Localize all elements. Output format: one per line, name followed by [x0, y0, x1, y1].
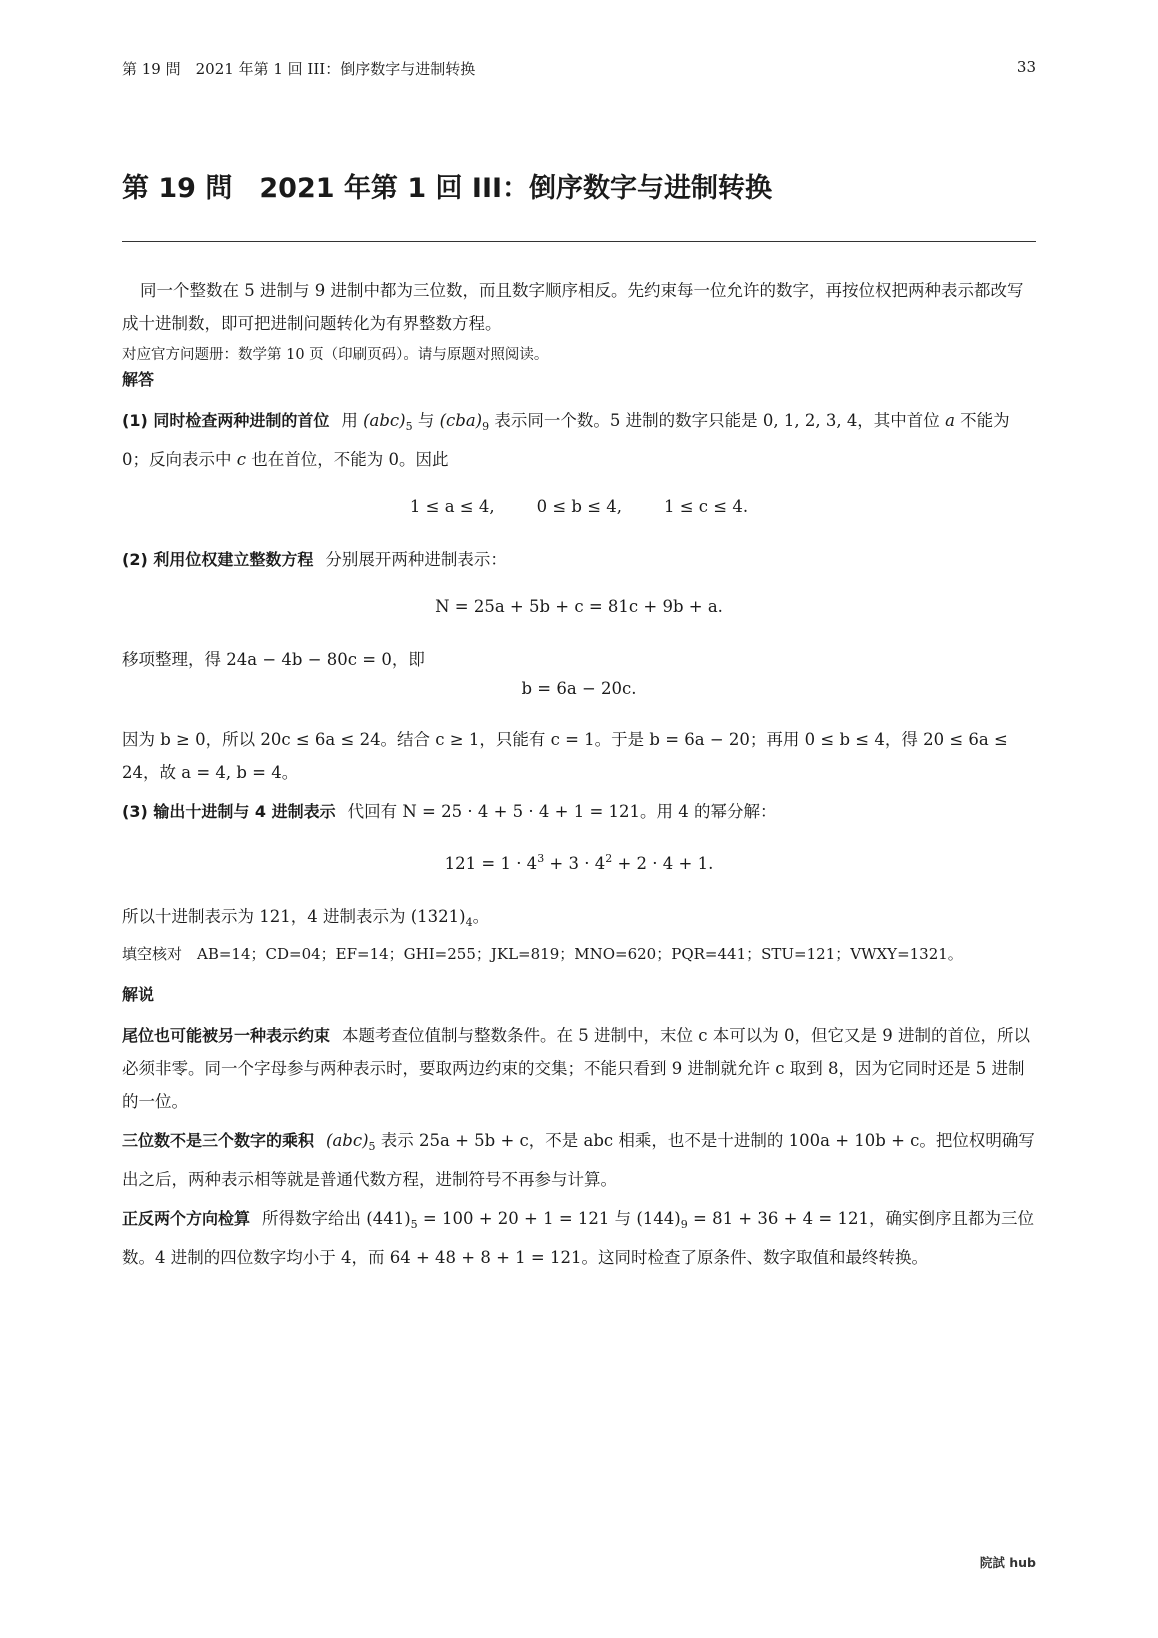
explanation-item-1: 尾位也可能被另一种表示约束 本题考查位值制与整数条件。在 5 进制中，末位 c 本可以为 0，但它又是 9 进制的首位，所以必须非零。同一个字母参与两种表示时，要取两边约束的交集；不能只看到 9 进制就允许 c 取到 8，因为它同时还是 5 进制的一位。 — [122, 1026, 1030, 1111]
intro-paragraph: 同一个整数在 5 进制与 9 进制中都为三位数，而且数字顺序相反。先约束每一位允许的数字，再按位权把两种表示都改写成十进制数，即可把进制问题转化为有界整数方程。 — [122, 281, 1024, 333]
explanation-item-2: 三位数不是三个数字的乘积 $(abc)_5$ 表示 25a + 5b + c，不是 abc 相乘，也不是十进制的 100a + 10b + c。把位权明确写出之后，两种表示相等就是普通代数方程，进制符号不再参与计算。 — [122, 1131, 1035, 1189]
step2-display-equation-1: N = 25a + 5b + c = 81c + 9b + a. — [435, 597, 723, 616]
chapter-title: 第 19 問 2021 年第 1 回 III：倒序数字与进制转换 — [122, 173, 773, 204]
step2-display-equation-2: b = 6a − 20c. — [521, 679, 637, 698]
explanation-item-2-label: 三位数不是三个数字的乘积 — [122, 1131, 315, 1150]
step1-display-equation: 1 ≤ a ≤ 4, 0 ≤ b ≤ 4, 1 ≤ c ≤ 4. — [409, 497, 749, 516]
page-number: 33 — [1016, 58, 1036, 76]
title-rule — [122, 241, 1036, 242]
step2-conclusion: 因为 b ≥ 0，所以 20c ≤ 6a ≤ 24。结合 c ≥ 1，只能有 c = 1。于是 b = 6a − 20；再用 0 ≤ b ≤ 4，得 20 ≤ 6a ≤ 24，故 a = 4, b = 4。 — [122, 730, 1008, 782]
step3-display-equation: $121 = 1 \cdot 4^3 + 3 \cdot 4^2 + 2 \cdot 4 + 1$. — [444, 852, 714, 873]
footer-brand: 院試 hub — [979, 1555, 1036, 1570]
explanation-heading: 解说 — [122, 985, 155, 1004]
step2-paragraph: (2) 利用位权建立整数方程 分别展开两种进制表示： — [122, 550, 507, 569]
step1-paragraph: (1) 同时检查两种进制的首位 用 $(abc)_5$ 与 $(cba)_9$ 表示同一个数。5 进制的数字只能是 0, 1, 2, 3, 4，其中首位 a 不能为 0；反向表示中 c 也在首位，不能为 0。因此 — [122, 411, 1010, 469]
step3-paragraph: (3) 输出十进制与 4 进制表示 代回有 N = 25 · 4 + 5 · 4 + 1 = 121。用 4 的幂分解： — [122, 802, 777, 821]
step3-label: (3) 输出十进制与 4 进制表示 — [122, 802, 336, 821]
explanation-item-1-label: 尾位也可能被另一种表示约束 — [122, 1026, 331, 1045]
answer-check: 填空核对 AB=14；CD=04；EF=14；GHI=255；JKL=819；MNO=620；PQR=441；STU=121；VWXY=1321。 — [122, 945, 963, 963]
document-body — [122, 274, 1036, 1274]
explanation-item-3-label: 正反两个方向检算 — [122, 1209, 251, 1228]
step2-rearrange-text: 移项整理，得 24a − 4b − 80c = 0，即 — [122, 650, 425, 669]
solution-heading: 解答 — [122, 370, 155, 389]
explanation-item-3: 正反两个方向检算 所得数字给出 $(441)_5 = 100 + 20 + 1 = 121$ 与 $(144)_9 = 81 + 36 + 4 = 121$，确实倒序且都为三位数。4 进制的四位数字均小于 4，而 64 + 48 + 8 + 1 = 121。这同时检查了原条件、数字取值和最终转换。 — [122, 1209, 1034, 1267]
step1-label: (1) 同时检查两种进制的首位 — [122, 411, 330, 430]
step2-label: (2) 利用位权建立整数方程 — [122, 550, 314, 569]
running-title: 第 19 問 2021 年第 1 回 III：倒序数字与进制转换 — [122, 60, 476, 78]
reference-note: 对应官方问题册：数学第 10 页（印刷页码）。请与原题对照阅读。 — [122, 347, 549, 363]
step3-conclusion: 所以十进制表示为 121，4 进制表示为 $(1321)_4$。 — [122, 907, 490, 929]
